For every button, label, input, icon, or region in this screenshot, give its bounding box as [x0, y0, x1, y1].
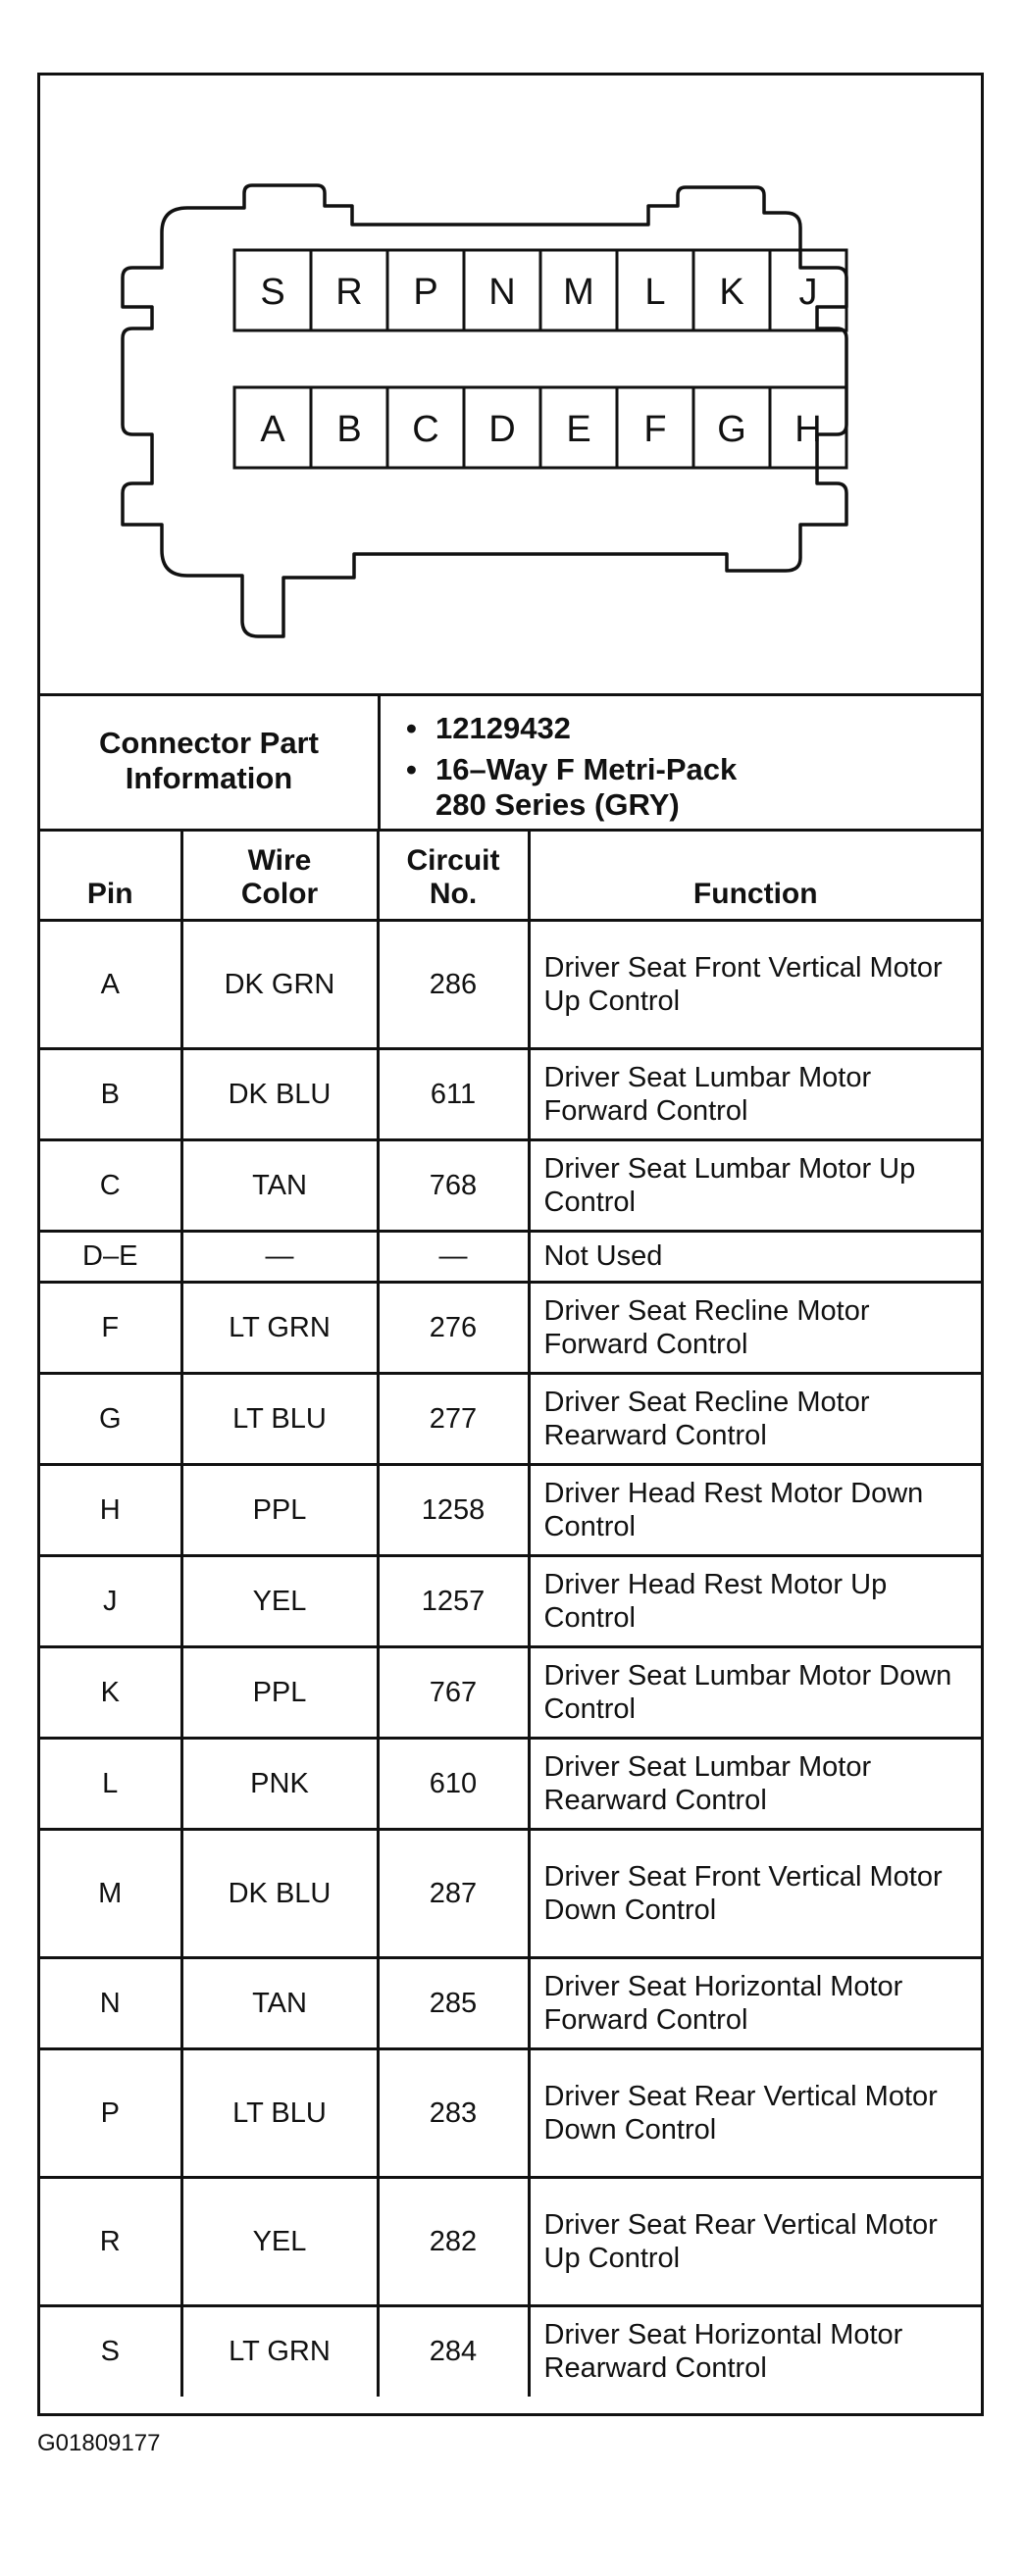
connector-part-information — [40, 693, 981, 832]
wire-color-cell: PPL — [181, 1464, 378, 1555]
pin-cell: R — [40, 2177, 181, 2305]
circuit-cell: 287 — [378, 1829, 529, 1957]
function-cell: Driver Seat Front Vertical Motor Up Control — [529, 920, 981, 1048]
function-cell: Driver Seat Rear Vertical Motor Up Control — [529, 2177, 981, 2305]
circuit-cell: 1258 — [378, 1464, 529, 1555]
wire-color-cell: PPL — [181, 1646, 378, 1738]
wire-color-cell: DK BLU — [181, 1829, 378, 1957]
table-row — [40, 1738, 981, 1829]
pin-label: B — [336, 409, 362, 450]
pin-header: Pin — [40, 829, 181, 920]
pin-label: H — [794, 409, 822, 450]
pin-cell: J — [40, 1555, 181, 1646]
circuit-cell: 1257 — [378, 1555, 529, 1646]
pin-cell: B — [40, 1048, 181, 1139]
table-row — [40, 2305, 981, 2397]
pin-cell: H — [40, 1464, 181, 1555]
function-header: Function — [529, 829, 981, 920]
table-header-row — [40, 829, 981, 920]
circuit-cell: 286 — [378, 920, 529, 1048]
function-cell: Not Used — [529, 1231, 981, 1282]
wire-color-cell: YEL — [181, 1555, 378, 1646]
table-row — [40, 1282, 981, 1373]
pin-cell: M — [40, 1829, 181, 1957]
pin-function-table — [40, 829, 981, 2397]
pin-label: G — [717, 409, 746, 450]
circuit-header: Circuit No. — [378, 829, 529, 920]
pin-label: E — [566, 409, 591, 450]
part-number-item — [406, 711, 571, 746]
table-row — [40, 920, 981, 1048]
pin-cell: L — [40, 1738, 181, 1829]
connector-face-drawing — [40, 76, 981, 693]
pin-label: D — [488, 409, 516, 450]
pin-cell: A — [40, 920, 181, 1048]
table-row — [40, 1231, 981, 1282]
table-row — [40, 2048, 981, 2177]
table-row — [40, 1139, 981, 1231]
table-row — [40, 1373, 981, 1464]
function-cell: Driver Seat Recline Motor Forward Control — [529, 1282, 981, 1373]
pin-label: F — [643, 409, 667, 450]
pin-cell: C — [40, 1139, 181, 1231]
function-cell: Driver Head Rest Motor Up Control — [529, 1555, 981, 1646]
circuit-cell: 610 — [378, 1738, 529, 1829]
table-row — [40, 1829, 981, 1957]
bullet-icon: • — [406, 752, 417, 786]
function-cell: Driver Seat Rear Vertical Motor Down Control — [529, 2048, 981, 2177]
wire-color-cell: TAN — [181, 1139, 378, 1231]
table-row — [40, 2177, 981, 2305]
function-cell: Driver Seat Recline Motor Rearward Control — [529, 1373, 981, 1464]
table-row — [40, 1957, 981, 2048]
bottom-pin-row — [234, 387, 846, 468]
wire-color-cell: DK GRN — [181, 920, 378, 1048]
bullet-icon: • — [406, 711, 417, 745]
function-cell: Driver Seat Lumbar Motor Down Control — [529, 1646, 981, 1738]
function-cell: Driver Head Rest Motor Down Control — [529, 1464, 981, 1555]
circuit-cell: 276 — [378, 1282, 529, 1373]
pin-label: N — [488, 272, 516, 313]
function-cell: Driver Seat Lumbar Motor Rearward Control — [529, 1738, 981, 1829]
pin-label: K — [719, 272, 744, 313]
circuit-cell: 285 — [378, 1957, 529, 2048]
pin-label: S — [260, 272, 285, 313]
pin-cell: G — [40, 1373, 181, 1464]
pin-cell: N — [40, 1957, 181, 2048]
pin-label: P — [413, 272, 438, 313]
pin-cell: K — [40, 1646, 181, 1738]
table-row — [40, 1464, 981, 1555]
pin-label: C — [412, 409, 439, 450]
wire-color-cell: LT GRN — [181, 1282, 378, 1373]
pin-label: M — [563, 272, 594, 313]
wire-color-cell: PNK — [181, 1738, 378, 1829]
table-row — [40, 1555, 981, 1646]
connector-part-info-label: Connector Part Information — [40, 693, 381, 829]
wire-color-cell: DK BLU — [181, 1048, 378, 1139]
part-number: 12129432 — [435, 711, 571, 745]
wire-color-cell: LT BLU — [181, 1373, 378, 1464]
wire-color-cell: YEL — [181, 2177, 378, 2305]
connector-sheet — [37, 73, 984, 2416]
pin-label: A — [260, 409, 285, 450]
pin-cell: S — [40, 2305, 181, 2397]
function-cell: Driver Seat Lumbar Motor Up Control — [529, 1139, 981, 1231]
wire-color-cell: — — [181, 1231, 378, 1282]
wire-color-header: Wire Color — [181, 829, 378, 920]
function-cell: Driver Seat Horizontal Motor Forward Control — [529, 1957, 981, 2048]
connector-diagram — [40, 76, 981, 696]
wire-color-cell: TAN — [181, 1957, 378, 2048]
circuit-cell: 283 — [378, 2048, 529, 2177]
connector-type: 16–Way F Metri-Pack 280 Series (GRY) — [435, 752, 738, 822]
wire-color-cell: LT BLU — [181, 2048, 378, 2177]
circuit-cell: 284 — [378, 2305, 529, 2397]
circuit-cell: 282 — [378, 2177, 529, 2305]
function-cell: Driver Seat Horizontal Motor Rearward Control — [529, 2305, 981, 2397]
pin-label: R — [335, 272, 363, 313]
pin-cell: F — [40, 1282, 181, 1373]
table-row — [40, 1646, 981, 1738]
circuit-cell: — — [378, 1231, 529, 1282]
pin-label: J — [798, 272, 818, 313]
pin-cell: P — [40, 2048, 181, 2177]
circuit-cell: 277 — [378, 1373, 529, 1464]
connector-type-item — [406, 752, 769, 823]
circuit-cell: 767 — [378, 1646, 529, 1738]
connector-part-info-list — [381, 693, 981, 829]
circuit-cell: 611 — [378, 1048, 529, 1139]
top-pin-row — [234, 250, 846, 330]
pin-label: L — [644, 272, 666, 313]
function-cell: Driver Seat Lumbar Motor Forward Control — [529, 1048, 981, 1139]
circuit-cell: 768 — [378, 1139, 529, 1231]
table-row — [40, 1048, 981, 1139]
pin-cell: D–E — [40, 1231, 181, 1282]
function-cell: Driver Seat Front Vertical Motor Down Control — [529, 1829, 981, 1957]
wire-color-cell: LT GRN — [181, 2305, 378, 2397]
figure-id: G01809177 — [37, 2430, 161, 2456]
